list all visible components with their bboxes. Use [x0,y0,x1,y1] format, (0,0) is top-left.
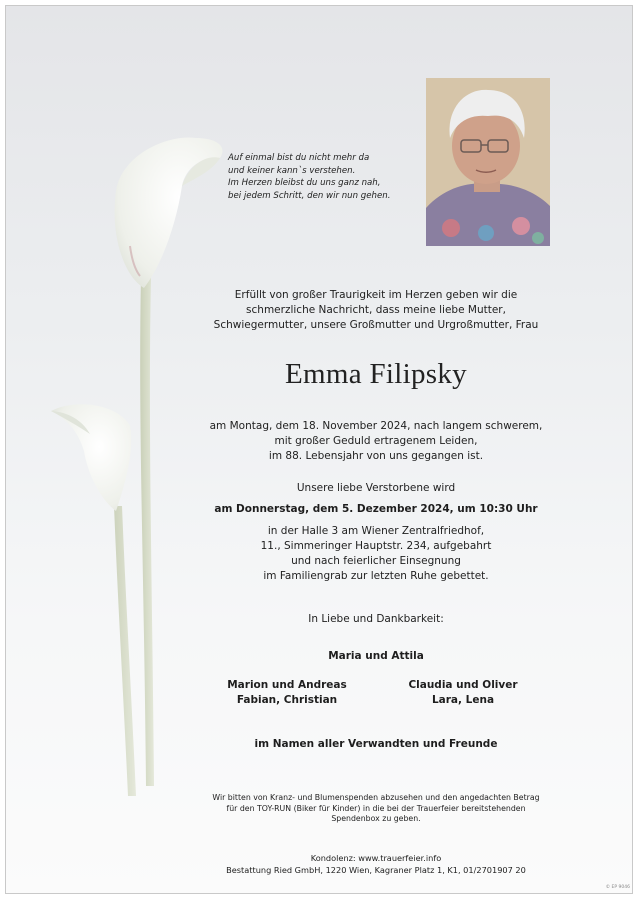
funeral-place [166,524,586,584]
donation-line: Wir bitten von Kranz- und Blumenspenden abzusehen und den angedachten Betrag [212,793,540,802]
family-left-line: Fabian, Christian [236,694,338,706]
family-all: im Namen aller Verwandten und Freunde [254,738,498,750]
funeral-date: am Donnerstag, dem 5. Dezember 2024, um 10:30 Uhr [214,503,538,515]
deceased-name: Emma Filipsky [285,358,467,390]
poem-line: bei jedem Schritt, den wir nun gehen. [228,190,391,201]
footer [166,852,586,876]
poem [228,152,428,202]
family-right-line: Claudia und Oliver [408,679,518,691]
poem-line: und keiner kann`s verstehen. [228,165,356,176]
intro-line: Erfüllt von großer Traurigkeit im Herzen geben wir die [234,289,518,301]
donation-line: für den TOY-RUN (Biker für Kinder) in die bei der Trauerfeier bereitstehenden [226,803,526,813]
death-line: mit großer Geduld ertragenem Leiden, [274,435,478,447]
family-left [212,678,362,708]
poem-line: Im Herzen bleibst du uns ganz nah, [228,178,381,189]
intro-line: Schwiegermutter, unsere Großmutter und Urgroßmutter, Frau [213,319,539,331]
family-left-line: Marion und Andreas [227,679,347,691]
poem-line: Auf einmal bist du nicht mehr da [228,153,370,163]
funeral-intro: Unsere liebe Verstorbene wird [296,482,456,494]
family-center: Maria und Attila [328,650,424,662]
print-code: © EP 9046 [605,885,630,890]
funeral-place-line: in der Halle 3 am Wiener Zentralfriedhof, [267,525,485,537]
death-notice [166,419,586,464]
donation-note [166,793,586,825]
funeral-place-line: 11., Simmeringer Hauptstr. 234, aufgebahrt [260,540,492,552]
family-right-line: Lara, Lena [431,694,495,706]
death-line: am Montag, dem 18. November 2024, nach langem schwerem, [209,420,543,432]
undertaker-address: Bestattung Ried GmbH, 1220 Wien, Kagraner Platz 1, K1, 01/2701907 20 [226,865,526,875]
funeral-place-line: und nach feierlicher Einsegnung [291,555,461,567]
closing-text: In Liebe und Dankbarkeit: [308,613,444,625]
portrait-photo [426,78,550,246]
funeral-place-line: im Familiengrab zur letzten Ruhe gebettet. [263,570,489,582]
condolence-link: Kondolenz: www.trauerfeier.info [310,853,442,863]
intro-text [166,288,586,333]
family-right [388,678,538,708]
donation-line: Spendenbox zu geben. [331,814,421,823]
death-line: im 88. Lebensjahr von uns gegangen ist. [268,450,484,462]
obituary-card [5,5,633,894]
intro-line: schmerzliche Nachricht, dass meine liebe Mutter, [246,304,506,316]
